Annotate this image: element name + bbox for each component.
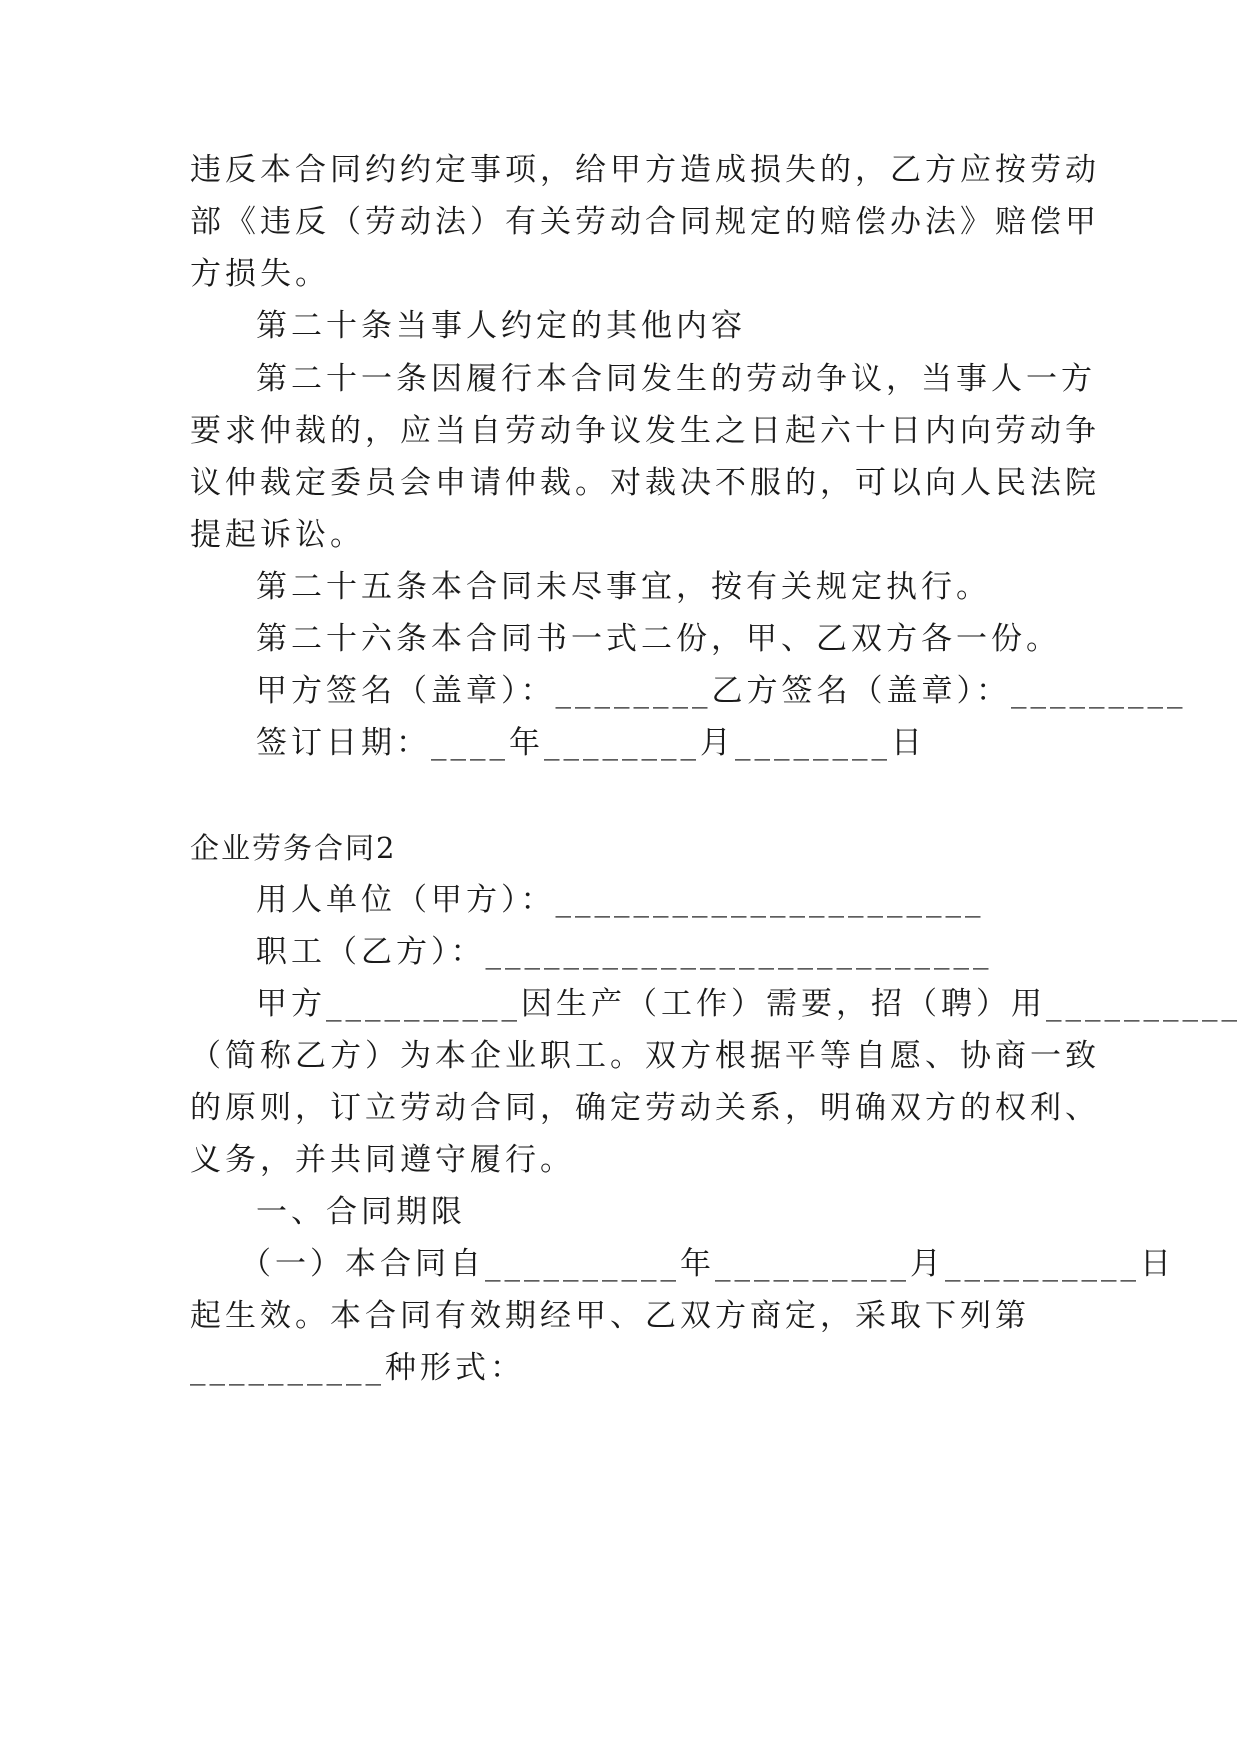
signature-line: 甲方签名（盖章）：________乙方签名（盖章）：_________: [256, 673, 1187, 709]
text-line: 提起诉讼。: [190, 517, 365, 553]
text-line: __________种形式：: [190, 1350, 525, 1386]
employer-field: 用人单位（甲方）：______________________: [256, 882, 985, 918]
text-line: 违反本合同约约定事项，给甲方造成损失的，乙方应按劳动: [190, 152, 1100, 188]
text-line: 义务，并共同遵守履行。: [190, 1142, 575, 1178]
text-line: （一）本合同自__________年__________月__________日: [240, 1246, 1175, 1282]
article-heading: 第二十条当事人约定的其他内容: [256, 308, 746, 344]
employee-field: 职工（乙方）：__________________________: [256, 934, 993, 970]
text-line: 部《违反（劳动法）有关劳动合同规定的赔偿办法》赔偿甲: [190, 204, 1100, 240]
text-line: （简称乙方）为本企业职工。双方根据平等自愿、协商一致: [190, 1038, 1100, 1074]
text-line: 起生效。本合同有效期经甲、乙双方商定，采取下列第: [190, 1298, 1030, 1334]
clause-heading: 一、合同期限: [256, 1194, 466, 1230]
text-line: 要求仲裁的，应当自劳动争议发生之日起六十日内向劳动争: [190, 413, 1100, 449]
text-line: 议仲裁定委员会申请仲裁。对裁决不服的，可以向人民法院: [190, 465, 1100, 501]
text-line: 的原则，订立劳动合同，确定劳动关系，明确双方的权利、: [190, 1090, 1100, 1126]
text-line: 甲方__________因生产（工作）需要，招（聘）用__________: [256, 986, 1241, 1022]
text-line: 方损失。: [190, 256, 330, 292]
text-line: 第二十六条本合同书一式二份，甲、乙双方各一份。: [256, 621, 1061, 657]
signing-date-line: 签订日期：____年________月________日: [256, 725, 926, 761]
text-line: 第二十五条本合同未尽事宜，按有关规定执行。: [256, 569, 991, 605]
section-title: 企业劳务合同2: [190, 831, 397, 865]
text-line: 第二十一条因履行本合同发生的劳动争议，当事人一方: [256, 361, 1096, 397]
